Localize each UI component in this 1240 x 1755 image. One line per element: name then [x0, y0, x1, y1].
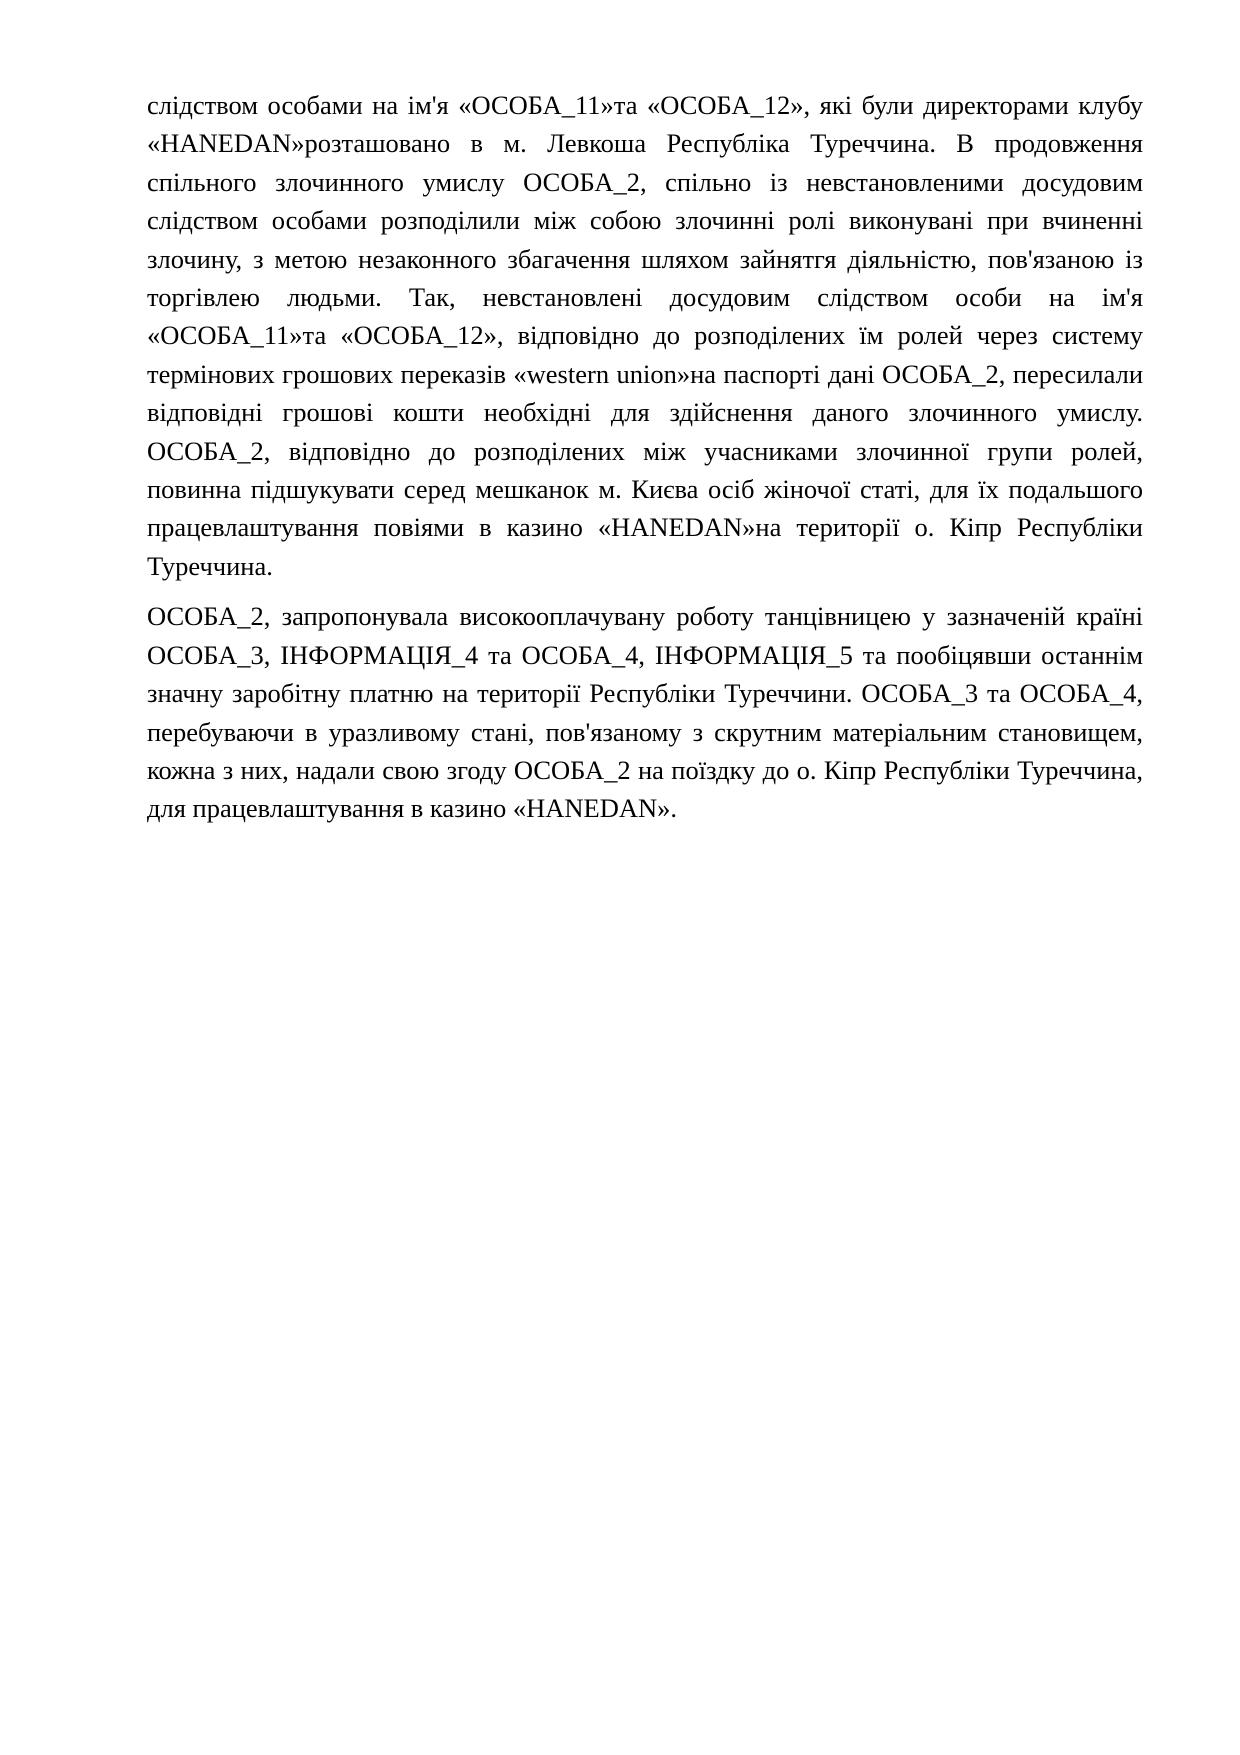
paragraph-1: слідством особами на ім'я «ОСОБА_11»та «ОСОБА_12», які були директорами клубу «HANEDAN»розташовано в м. Левкоша Республіка Туреччина. В продовження спільного злочинного умислу ОСОБА_2, спільно із невстановленими досудовим слідством особами розподілили між собою злочинні ролі виконувані при вчиненні злочину, з метою незаконного збагачення шляхом зайнятгя діяльністю, пов'язаною із торгівлею людьми. Так, невстановлені досудовим слідством особи на ім'я «ОСОБА_11»та «ОСОБА_12», відповідно до розподілених їм ролей через систему термінових грошових переказів «western union»на паспорті дані ОСОБА_2, пересилали відповідні грошові кошти необхідні для здійснення даного злочинного умислу. ОСОБА_2, відповідно до розподілених між учасниками злочинної групи ролей, повинна підшукувати серед мешканок м. Києва осіб жіночої статі, для їх подальшого працевлаштування повіями в казино «HANEDAN»на території о. Кіпр Республіки Туреччина. — [147, 90, 1143, 581]
paragraph-2: ОСОБА_2, запропонувала високооплачувану роботу танцівницею у зазначеній країні ОСОБА_3, ІНФОРМАЦІЯ_4 та ОСОБА_4, ІНФОРМАЦІЯ_5 та пообіцявши останнім значну заробітну платню на території Республіки Туреччини. ОСОБА_3 та ОСОБА_4, перебуваючи в уразливому стані, пов'язаному з скрутним матеріальним становищем, кожна з них, надали свою згоду ОСОБА_2 на поїздку до о. Кіпр Республіки Туреччина, для працевлаштування в казино «HANEDAN». — [147, 601, 1143, 824]
document-body — [147, 86, 1143, 828]
